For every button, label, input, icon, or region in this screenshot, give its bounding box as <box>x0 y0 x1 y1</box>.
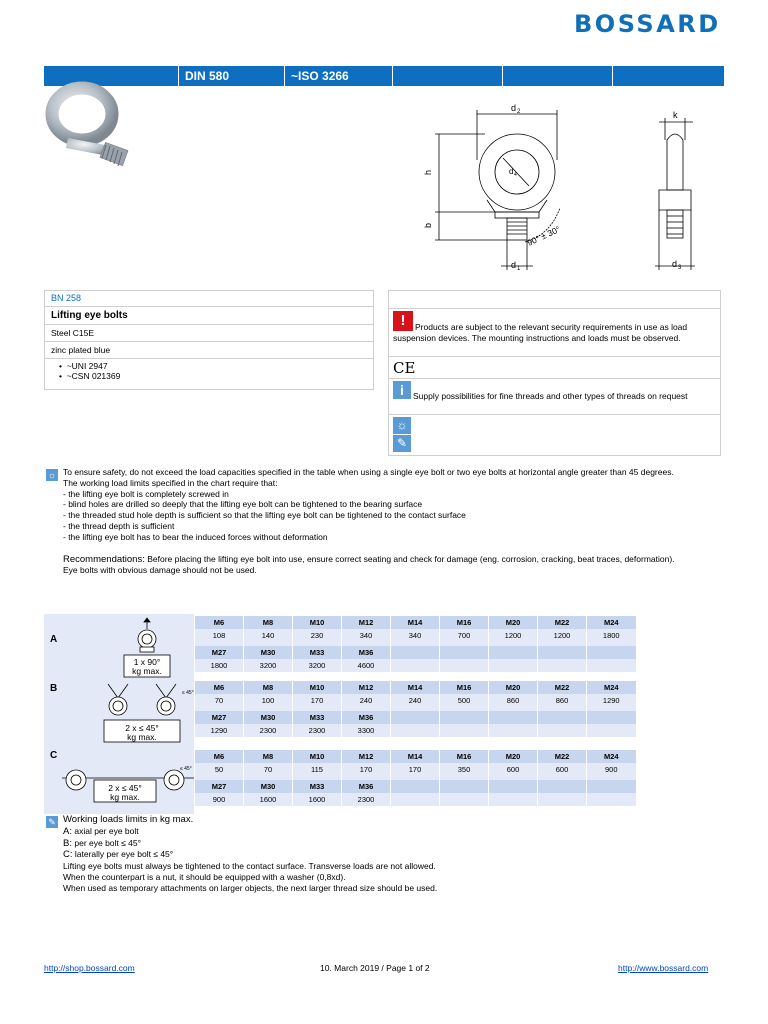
svg-text:3: 3 <box>678 265 682 271</box>
footer-shop-link[interactable]: http://shop.bossard.com <box>44 963 135 973</box>
safety-bullet: - the threaded stud hole depth is sufficient so that the lifting eye bolt can be tightened to the contact surface <box>63 510 466 521</box>
note-line: When the counterpart is a nut, it should be equipped with a washer (0,8xd). <box>63 871 346 882</box>
table-row: M6 M8 M10 M12 M14 M16 M20 M22 M24 <box>195 616 636 629</box>
figure-c <box>62 758 194 806</box>
table-row: 900 1600 1600 2300 <box>195 793 636 806</box>
svg-text:2: 2 <box>517 109 521 115</box>
safety-bullet: - the lifting eye bolt is completely screwed in <box>63 488 229 499</box>
safety-bullet: - the lifting eye bolt has to bear the induced forces without deformation <box>63 531 328 542</box>
safety-bullet: - blind holes are drilled so deeply that the lifting eye bolt can be tightened to the bearing surface <box>63 499 423 510</box>
load-table-b <box>194 681 636 737</box>
load-table-a <box>194 616 636 672</box>
safety-text <box>63 467 723 576</box>
ce-row <box>389 357 720 379</box>
svg-text:d: d <box>509 167 514 176</box>
notices-header-row <box>389 291 720 309</box>
ref-item: • ~CSN 021369 <box>59 371 121 381</box>
standard-empty-2 <box>502 66 612 86</box>
table-row: 1800 3200 3200 4600 <box>195 659 636 672</box>
brand-logo: BOSSARD <box>574 10 721 38</box>
table-row: 1290 2300 2300 3300 <box>195 724 636 737</box>
figure-a-line1: 1 x 90° <box>133 657 161 667</box>
recommendations-text: Before placing the lifting eye bolt into use, ensure correct seating and check for damage (eng. corrosion, cracking, beat traces, deformation). <box>147 553 675 564</box>
svg-text:1: 1 <box>517 266 521 272</box>
figure-a <box>110 617 185 681</box>
notices-box <box>388 290 721 456</box>
figure-b-line2: kg max. <box>127 732 157 742</box>
note-line: Lifting eye bolts must always be tightened to the contact surface. Transverse loads are not allowed. <box>63 861 436 872</box>
product-finish: zinc plated blue <box>45 342 373 359</box>
note-line: When used as temporary attachments on larger objects, the next larger thread size should be used. <box>63 882 438 893</box>
table-row: M6 M8 M10 M12 M14 M16 M20 M22 M24 <box>195 681 636 694</box>
table-row: M6 M8 M10 M12 M14 M16 M20 M22 M24 <box>195 750 636 763</box>
safety-gear-icon: ☼ <box>47 470 57 480</box>
table-row: M27 M30 M33 M36 <box>195 646 636 659</box>
info-icon: i <box>393 381 411 399</box>
svg-text:h: h <box>423 169 433 175</box>
svg-text:≤ 45°: ≤ 45° <box>180 766 192 772</box>
recommendations <box>63 554 723 566</box>
technical-drawing-front <box>425 100 585 275</box>
product-material: Steel C15E <box>45 325 373 342</box>
table-row: 108 140 230 340 340 700 1200 1200 1800 <box>195 629 636 642</box>
standard-iso: ~ISO 3266 <box>284 66 392 86</box>
svg-text:b: b <box>423 222 433 228</box>
svg-text:4: 4 <box>514 172 517 178</box>
table-row: M27 M30 M33 M36 <box>195 711 636 724</box>
gear-icon: ☼ <box>393 417 411 434</box>
product-title: Lifting eye bolts <box>45 307 373 325</box>
recommendations-label: Recommendations: <box>63 553 145 565</box>
product-code: BN 258 <box>45 291 373 307</box>
figure-c-line1: 2 x ≤ 45° <box>108 783 142 793</box>
supply-notice <box>389 379 720 415</box>
notes-title: Working loads limits in kg max. <box>63 814 194 825</box>
notes-wrench-icon: ✎ <box>46 816 58 828</box>
svg-text:k: k <box>673 110 678 120</box>
load-table-c <box>194 750 636 806</box>
svg-text:d: d <box>511 260 517 270</box>
recommendations-text-2: Eye bolts with obvious damage should not be used. <box>63 565 257 576</box>
ce-mark-icon: CE <box>393 359 416 377</box>
supply-text: Supply possibilities for fine threads and other types of threads on request <box>413 391 688 401</box>
product-refs <box>45 359 373 383</box>
footer-date-page: 10. March 2019 / Page 1 of 2 <box>320 963 430 973</box>
svg-text:d: d <box>511 103 517 113</box>
technical-drawing-side <box>645 110 715 275</box>
tools-row <box>389 415 720 455</box>
security-notice <box>389 309 720 357</box>
note-b: B: per eye bolt ≤ 45° <box>63 837 142 849</box>
standards-bar <box>44 66 724 86</box>
figure-b-line1: 2 x ≤ 45° <box>125 723 159 733</box>
figure-a-line2: kg max. <box>132 666 162 676</box>
notes-block <box>63 815 723 894</box>
note-c: C: laterally per eye bolt ≤ 45° <box>63 849 174 861</box>
standard-empty-1 <box>392 66 502 86</box>
warning-icon: ! <box>393 311 413 331</box>
security-text: Products are subject to the relevant security requirements in use as load suspension devices. The mounting instructions and loads must be observed. <box>393 322 688 343</box>
svg-text:90° ± 30°: 90° ± 30° <box>525 223 562 248</box>
table-row: 70 100 170 240 240 500 860 860 1290 <box>195 694 636 707</box>
product-info-box <box>44 290 374 390</box>
table-row: 50 70 115 170 170 350 600 600 900 <box>195 763 636 776</box>
section-label-b: B <box>50 683 58 694</box>
safety-bullet: - the thread depth is sufficient <box>63 520 175 531</box>
safety-lead: The working load limits specified in the chart require that: <box>63 477 278 488</box>
standard-empty-3 <box>612 66 724 86</box>
note-a: A: axial per eye bolt <box>63 825 139 837</box>
figure-c-line2: kg max. <box>110 792 140 802</box>
svg-text:d: d <box>672 259 678 269</box>
section-label-c: C <box>50 750 58 761</box>
product-photo <box>40 86 140 196</box>
figure-b <box>96 680 194 746</box>
table-row: M27 M30 M33 M36 <box>195 780 636 793</box>
standard-din: DIN 580 <box>178 66 284 86</box>
section-label-a: A <box>50 634 58 645</box>
wrench-icon: ✎ <box>393 435 411 452</box>
safety-intro: To ensure safety, do not exceed the load capacities specified in the table when using a single eye bolt or two eye bolts at horizontal angle greater than 45 degrees. <box>63 467 674 477</box>
footer-home-link[interactable]: http://www.bossard.com <box>618 963 709 973</box>
ref-item: • ~UNI 2947 <box>59 361 108 371</box>
svg-text:≤ 45°: ≤ 45° <box>182 690 194 696</box>
